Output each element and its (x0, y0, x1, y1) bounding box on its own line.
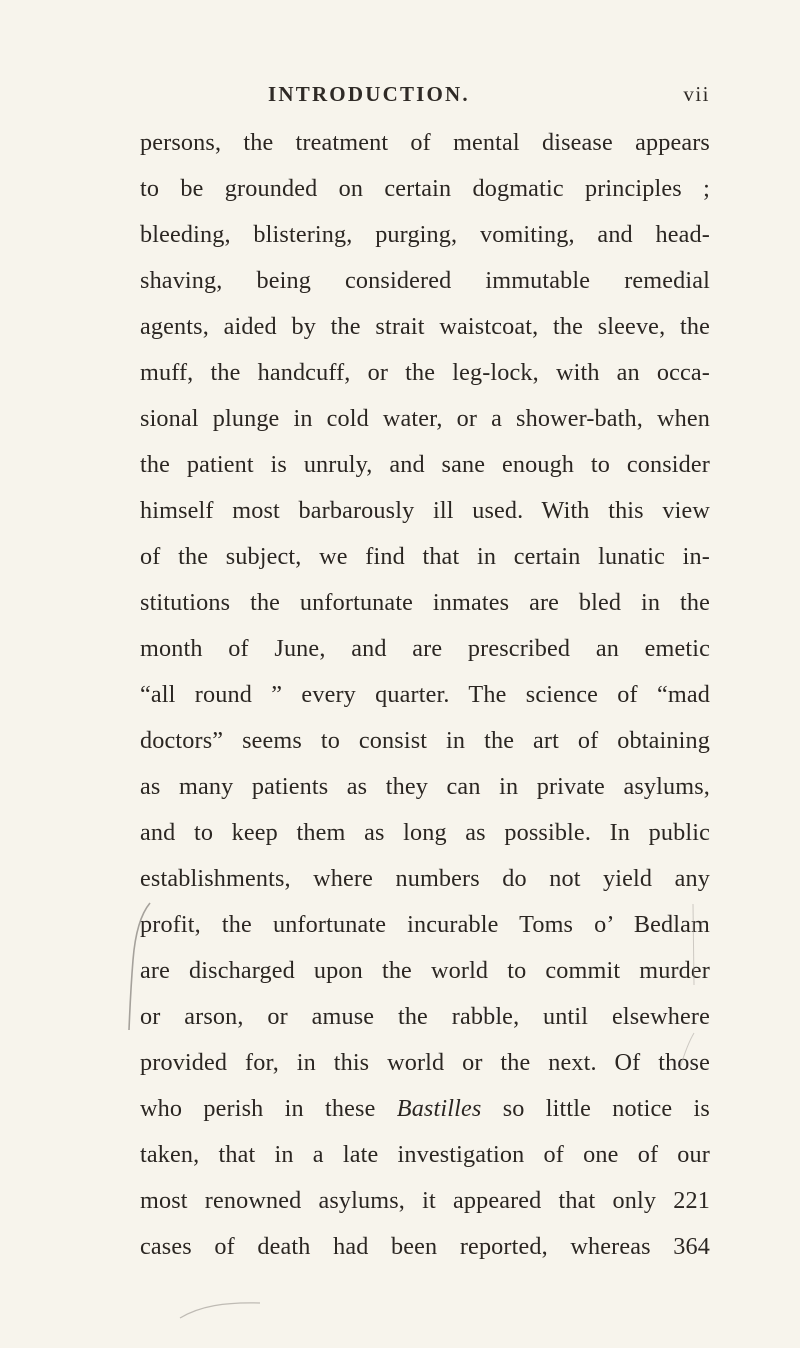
text-line: are discharged upon the world to commit murder (140, 957, 710, 984)
text-line: muff, the handcuff, or the leg-lock, with an occa- (140, 359, 710, 386)
text-line: sional plunge in cold water, or a shower-bath, when (140, 405, 710, 432)
text-line: profit, the unfortunate incurable Toms o’ Bedlam (140, 911, 710, 938)
text-line: and to keep them as long as possible. In public (140, 819, 710, 846)
text-line: most renowned asylums, it appeared that only 221 (140, 1187, 710, 1214)
italic-term: Bastilles (396, 1095, 482, 1122)
text-line: “all round ” every quarter. The science of “mad (140, 681, 710, 708)
text-line: stitutions the unfortunate inmates are bled in the (140, 589, 710, 616)
text-line: as many patients as they can in private asylums, (140, 773, 710, 800)
text-line: of the subject, we find that in certain lunatic in- (140, 543, 710, 570)
running-head (140, 82, 710, 114)
body-text (140, 120, 710, 1270)
text-line: establishments, where numbers do not yield any (140, 865, 710, 892)
text-line: bleeding, blistering, purging, vomiting, and head- (140, 221, 710, 248)
text-line: the patient is unruly, and sane enough to consider (140, 451, 710, 478)
running-title: INTRODUCTION. (268, 82, 470, 106)
text-line: himself most barbarously ill used. With this view (140, 497, 710, 524)
text-segment: who perish in these (140, 1095, 376, 1122)
page-number: vii (683, 82, 710, 106)
text-line: or arson, or amuse the rabble, until elsewhere (140, 1003, 710, 1030)
text-line (140, 1086, 710, 1132)
text-line: agents, aided by the strait waistcoat, the sleeve, the (140, 313, 710, 340)
text-line: shaving, being considered immutable remedial (140, 267, 710, 294)
text-line: persons, the treatment of mental disease appears (140, 129, 710, 156)
text-line: doctors” seems to consist in the art of obtaining (140, 727, 710, 754)
text-line: taken, that in a late investigation of one of our (140, 1141, 710, 1168)
text-line: to be grounded on certain dogmatic principles ; (140, 175, 710, 202)
text-line: cases of death had been reported, whereas 364 (140, 1233, 710, 1260)
text-line: month of June, and are prescribed an emetic (140, 635, 710, 662)
text-line: provided for, in this world or the next. Of those (140, 1049, 710, 1076)
text-segment: so little notice is (502, 1095, 710, 1122)
